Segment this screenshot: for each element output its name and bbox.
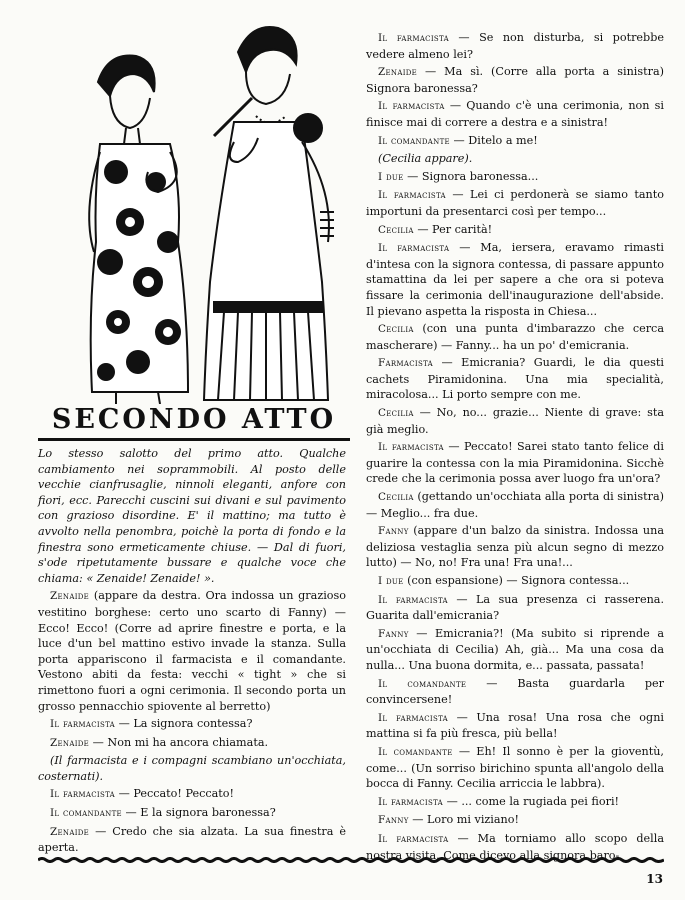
illustration-two-women — [38, 12, 350, 404]
dialogue-line: Il comandante — Ditelo a me! — [378, 133, 538, 147]
speaker-name: Farmacista — [378, 357, 434, 370]
dialogue-line: Il farmacista — Ma torniamo allo scopo della nostra visita. Come dicevo alla signora baro- — [366, 831, 665, 862]
dialogue-line: Il farmacista — Se non disturba, si potrebbe vedere almeno lei? — [366, 31, 664, 61]
stage-direction: (Cecilia appare). — [378, 152, 473, 166]
speaker-name: I due — [378, 575, 404, 587]
speaker-name: Il farmacista — [378, 189, 446, 202]
dialogue-line: Cecilia — No, no... grazie... Niente di grave: sta già meglio. — [366, 406, 664, 436]
dialogue-line: Il farmacista — Peccato! Peccato! — [50, 787, 235, 801]
speaker-name: Il comandante — [378, 134, 450, 147]
speaker-name: Il farmacista — [50, 718, 116, 731]
left-woman-figure — [89, 56, 188, 404]
dialogue-line: Cecilia — Per carità! — [378, 222, 493, 236]
stage-direction: Lo stesso salotto del primo atto. Qualche cambiamento nei soprammobili. Al posto delle vecchie cianfrusaglie, ninnoli eleganti, anfore con fiori, ecc. Parecchi cuscini sui divani e sul pavimento con grazioso disordine. E' il mattino; ma tutto è avvolto nella penombra, poichè la porta di fondo e la finestra sono ermeticamente chiuse. — Dal di fuori, s'ode ripetutamente bussare e qualche voce che chiama: « Zenaide! Zenaide! ». — [38, 447, 346, 585]
right-woman-figure — [204, 27, 334, 400]
speaker-name: Il farmacista — [378, 593, 448, 606]
dialogue-line: Zenaide — Credo che sia alzata. La sua finestra è aperta. — [38, 824, 346, 855]
dialogue-line: Il farmacista — Peccato! Sarei stato tanto felice di guarire la contessa con la mia Piramidonina. Sicchè crede che la cerimonia possa aver luogo fra un'ora? — [366, 440, 664, 486]
speaker-name: Cecilia — [378, 223, 414, 236]
speaker-name: Fanny — [378, 814, 409, 827]
dialogue-line: Il farmacista — La sua presenza ci rasserena. Guarita dall'emicrania? — [366, 592, 665, 623]
dialogue-line: Il farmacista — Una rosa! Una rosa che ogni mattina si fa più fresca, più bella! — [366, 710, 664, 741]
dialogue-line: Fanny (appare d'un balzo da sinistra. Indossa una deliziosa vestaglia senza più alcun segno di mezzo lutto) — No, no! Fra una! Fra una!... — [366, 524, 664, 570]
speaker-name: Il farmacista — [378, 441, 444, 454]
speaker-name: Il farmacista — [378, 242, 450, 255]
speaker-name: Il farmacista — [378, 100, 445, 113]
speaker-name: Zenaide — [378, 66, 418, 79]
dialogue-line: I due (con espansione) — Signora contessa... — [378, 574, 630, 587]
dialogue-line: Il comandante — Eh! Il sonno è per la gioventù, come... (Un sorriso birichino spunta all'angolo della bocca di Fanny. Cecilia arriccia le labbra). — [366, 744, 664, 791]
dialogue-line: Fanny — Loro mi viziano! — [378, 813, 519, 827]
dialogue-line: Il farmacista — Lei ci perdonerà se siamo tanto importuni da presentarci così per tempo... — [366, 188, 664, 218]
speaker-name: Fanny — [378, 627, 409, 640]
speaker-name: Cecilia — [378, 407, 414, 420]
dialogue-line: Cecilia (gettando un'occhiata alla porta di sinistra) — Meglio... fra due. — [366, 490, 664, 520]
dialogue-line: Zenaide — Non mi ha ancora chiamata. — [50, 735, 269, 749]
speaker-name: Cecilia — [378, 323, 414, 336]
speaker-name: Il comandante — [378, 745, 453, 758]
speaker-name: Il farmacista — [378, 795, 444, 808]
dialogue-line: I due — Signora baronessa... — [378, 169, 539, 183]
speaker-name: Fanny — [378, 525, 409, 538]
dialogue-line: Il farmacista — Quando c'è una cerimonia, non si finisce mai di correre a destra e a sinistra! — [366, 99, 665, 129]
left-column — [38, 446, 346, 858]
dialogue-line: Il farmacista — ... come la rugiada pei fiori! — [378, 794, 620, 808]
dialogue-line: Fanny — Emicrania?! (Ma subito si riprende a un'occhiata di Cecilia) Ah, già... Ma una cosa da nulla... Una buona dormita, e... passata, passata! — [366, 626, 664, 672]
dialogue-line: Zenaide — Ma sì. (Corre alla porta a sinistra) Signora baronessa? — [366, 65, 665, 95]
speaker-name: Il comandante — [50, 807, 122, 820]
speaker-name: Zenaide — [50, 590, 90, 603]
speaker-name: I due — [378, 170, 404, 183]
right-column — [366, 30, 664, 865]
dialogue-line: Il farmacista — Ma, iersera, eravamo rimasti d'intesa con la signora contessa, di passare appunto stamattina da lei per sapere a che ora si poteva fissare la cerimonia dell'inaugurazione dell'abside. Il pievano aspetta la risposta in Chiesa... — [366, 241, 665, 318]
dialogue-line: Farmacista — Emicrania? Guardi, le dia questi cachets Piramidonina. Una mia specialità, miracolosa... Li porto sempre con me. — [366, 356, 664, 402]
speaker-name: Il comandante — [378, 677, 467, 690]
dialogue-line: Il comandante — E la signora baronessa? — [50, 806, 276, 820]
speaker-name: Il farmacista — [378, 32, 449, 44]
stage-direction: (Il farmacista e i compagni scambiano un'occhiata, costernati). — [38, 754, 346, 783]
page-number: 13 — [646, 872, 663, 886]
speaker-name: Zenaide — [50, 736, 90, 749]
speaker-name: Il farmacista — [378, 832, 449, 845]
speaker-name: Cecilia — [378, 491, 414, 504]
decorative-wavy-rule — [38, 857, 664, 863]
speaker-name: Il farmacista — [378, 711, 449, 724]
speaker-name: Il farmacista — [50, 788, 116, 801]
dialogue-line: Zenaide (appare da destra. Ora indossa un grazioso vestitino borghese: certo uno scarto di Fanny) — Ecco! Ecco! (Corre ad aprire finestre e porta, e la luce d'un bel mattino estivo invade la stanza. Sulla porta appariscono il farmacista e il comandante. Vestono abiti da festa: vecchi « tight » che si rimettono fuori a ogni cerimonia. Il secondo porta un grosso pennacchio spiovente al berretto) — [38, 589, 346, 713]
speaker-name: Zenaide — [50, 825, 90, 838]
dialogue-line: Il farmacista — La signora contessa? — [50, 717, 253, 731]
act-title: SECONDO ATTO — [38, 402, 350, 441]
dialogue-line: Cecilia (con una punta d'imbarazzo che cerca mascherare) — Fanny... ha un po' d'emicrania. — [366, 322, 664, 352]
dialogue-line: Il comandante — Basta guardarla per convincersene! — [366, 676, 664, 707]
